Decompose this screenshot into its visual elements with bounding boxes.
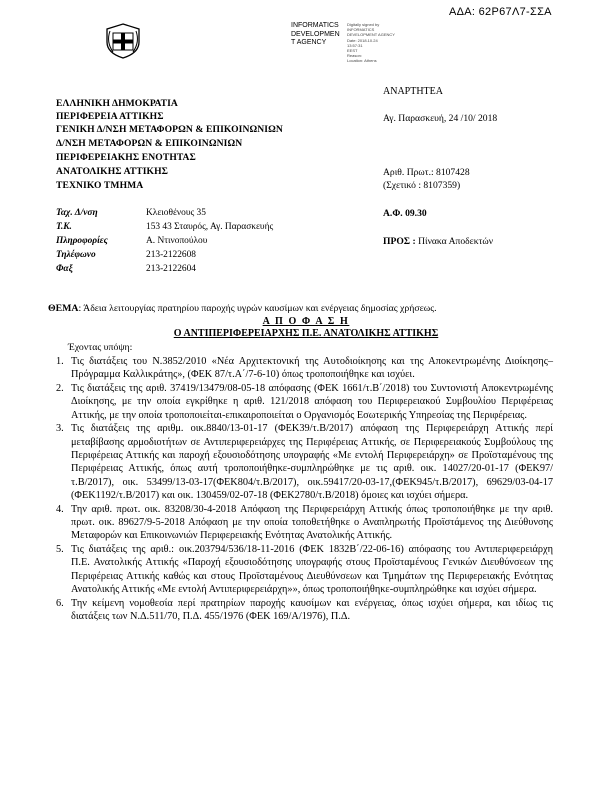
header-line: Δ/ΝΣΗ ΜΕΤΑΦΟΡΩΝ & ΕΠΙΚΟΙΝΩΝΙΩΝ bbox=[56, 138, 243, 149]
item-number: 1. bbox=[56, 356, 64, 367]
item-text: Την κείμενη νομοθεσία περί πρατηρίων παροχής καυσίμων και ενέργειας, όπως ισχύει σήμερα, και ιδίως τις διατάξεις των Ν.Δ.511/70, Π.Δ. 455/1976 (ΦΕΚ 169/Α/1976), Π.Δ. bbox=[71, 597, 553, 623]
address-value: Κλειοθένους 35 bbox=[146, 208, 206, 218]
item-number: 3. bbox=[56, 423, 64, 435]
postcode-value: 153 43 Σταυρός, Αγ. Παρασκευής bbox=[146, 222, 274, 232]
address-label: Ταχ. Δ/νση bbox=[56, 208, 98, 218]
header-line: ΕΛΛΗΝΙΚΗ ΔΗΜΟΚΡΑΤΙΑ bbox=[56, 98, 178, 109]
ada-code: ΑΔΑ: 62Ρ67Λ7-ΣΣΑ bbox=[449, 6, 552, 18]
subject-text: : Άδεια λειτουργίας πρατηρίου παροχής υγρών καυσίμων και ενέργειας δημοσίας χρήσεως. bbox=[78, 303, 437, 314]
list-item bbox=[56, 422, 553, 502]
considerations-list bbox=[56, 355, 553, 624]
header-line: ΑΝΑΤΟΛΙΚΗΣ ΑΤΤΙΚΗΣ bbox=[56, 166, 169, 177]
signature-stamp-details: Digitally signed by INFORMATICS DEVELOPMENT AGENCY Date: 2018.10.24 13:57:31 EEST Reason: Location: Athens bbox=[347, 22, 395, 64]
phone-value: 213-2122608 bbox=[146, 250, 196, 260]
info-value: Α. Ντινοπούλου bbox=[146, 236, 208, 246]
phone-label: Τηλέφωνο bbox=[56, 250, 96, 260]
recipients bbox=[383, 236, 493, 247]
recipients-value: Πίνακα Αποδεκτών bbox=[418, 236, 494, 247]
list-item bbox=[56, 597, 553, 624]
posting-label: ΑΝΑΡΤΗΤΕΑ bbox=[383, 86, 443, 97]
subject-line bbox=[48, 303, 437, 314]
header-line: ΤΕΧΝΙΚΟ ΤΜΗΜΑ bbox=[56, 180, 144, 191]
fax-value: 213-2122604 bbox=[146, 264, 196, 274]
decision-title: Α Π Ο Φ Α Σ Η bbox=[262, 316, 350, 327]
list-item bbox=[56, 355, 553, 382]
list-item bbox=[56, 543, 553, 596]
subject-label: ΘΕΜΑ bbox=[48, 303, 79, 314]
list-item bbox=[56, 382, 553, 422]
postcode-label: Τ.Κ. bbox=[56, 222, 72, 232]
item-text: Τις διατάξεις της αριθ.: οικ.203794/536/18-11-2016 (ΦΕΚ 1832Β΄/22-06-16) απόφασης του Αντιπεριφερειάρχη Π.Ε. Ανατολικής Αττικής «Παροχή εξουσιοδότησης υπογραφής στους Προϊσταμένους Γενικών Διευθύνσεων της Περιφέρειας Αττικής καθώς και στους Προϊσταμένους Διευθύνσεων και Τμημάτων της Περιφερειακής Ενότητας Ανατολικής Αττικής «Με εντολή Αντιπεριφερειάρχη»», όπως τροποποιήθηκε-συμπληρώθηκε και ισχύει σήμερα. bbox=[71, 544, 553, 596]
greek-emblem-logo bbox=[104, 22, 142, 60]
fax-label: Φαξ bbox=[56, 264, 73, 274]
document-date: Αγ. Παρασκευή, 24 /10/ 2018 bbox=[383, 113, 498, 124]
item-text: Τις διατάξεις του Ν.3852/2010 «Νέα Αρχιτεκτονική της Αυτοδιοίκησης και της Αποκεντρωμένης Διοίκησης– Πρόγραμμα Καλλικράτης», (ΦΕΚ 87/τ.Α΄/7-6-10) όπως τροποποιήθηκε και ισχύει. bbox=[71, 356, 553, 381]
item-number: 6. bbox=[56, 597, 64, 609]
recipients-label: ΠΡΟΣ : bbox=[383, 236, 416, 247]
item-number: 5. bbox=[56, 544, 64, 556]
item-text: Τις διατάξεις της αριθ. 37419/13479/08-05-18 απόφασης (ΦΕΚ 1661/τ.Β΄/2018) του Συντονιστή Αποκεντρωμένης Διοίκησης, με την οποία εγκρίθηκε η αριθ. 121/2018 απόφαση του Περιφερειακού Συμβουλίου Περιφέρειας Αττικής, με την οποία τροποποιείται-επικαιροποιείται ο Οργανισμός Εσωτερικής Υπηρεσίας της Περιφέρειας. bbox=[71, 383, 553, 421]
header-line: ΠΕΡΙΦΕΡΕΙΑ ΑΤΤΙΚΗΣ bbox=[56, 111, 164, 122]
header-line: ΓΕΝΙΚΗ Δ/ΝΣΗ ΜΕΤΑΦΟΡΩΝ & ΕΠΙΚΟΙΝΩΝΙΩΝ bbox=[56, 124, 283, 135]
file-code: Α.Φ. 09.30 bbox=[383, 208, 427, 219]
list-item bbox=[56, 503, 553, 543]
header-line: ΠΕΡΙΦΕΡΕΙΑΚΗΣ ΕΝΟΤΗΤΑΣ bbox=[56, 152, 196, 163]
item-text: Την αριθ. πρωτ. οικ. 83208/30-4-2018 Απόφαση της Περιφερειάρχη Αττικής όπως τροποποιήθηκε με την αριθ. πρωτ. οικ. 89627/9-5-2018 Απόφαση με την οποία τοποθετήθηκε ο Αναπληρωτής Προϊστάμενος της Διεύθυνσης Μεταφορών και Επικοινωνιών Περιφερειακής Ενότητας Ανατολικής Αττικής. bbox=[71, 503, 553, 542]
related-number: (Σχετικό : 8107359) bbox=[383, 180, 461, 191]
protocol-number: Αριθ. Πρωτ.: 8107428 bbox=[383, 167, 470, 178]
considering-label: Έχοντας υπόψη: bbox=[68, 342, 133, 353]
item-number: 4. bbox=[56, 503, 64, 515]
decision-subtitle: Ο ΑΝΤΙΠΕΡΙΦΕΡΕΙΑΡΧΗΣ Π.Ε. ΑΝΑΤΟΛΙΚΗΣ ΑΤΤΙΚΗΣ bbox=[173, 328, 439, 339]
signature-stamp-title: INFORMATICS DEVELOPMEN T AGENCY bbox=[291, 22, 340, 47]
item-text: Τις διατάξεις της αριθμ. οικ.8840/13-01-17 (ΦΕΚ39/τ.Β/2017) απόφαση της Περιφερειάρχη Αττικής περί μεταβίβασης αρμοδιοτήτων σε Αντιπεριφερειάρχες της Περιφέρειας Αττικής, σε Περιφερειακούς Συμβούλους της Περιφέρειας Αττικής και παροχή εξουσιοδότησης υπογραφής «Με εντολή Περιφερειάρχη» σε Προϊσταμένους της Περιφέρειας Αττικής, όπως αυτή τροποποιήθηκε-συμπληρώθηκε με τις αριθ. οικ. 14027/20-01-17 (ΦΕΚ97/τ.Β/2017), οικ. 53499/13-03-17(ΦΕΚ804/τ.Β/2017), οικ.59417/20-03-17,(ΦΕΚ945/τ.Β/2017), 69629/03-04-17 (ΦΕΚ1192/τ.Β/2017) και οικ. 130459/02-07-18 (ΦΕΚ2780/τ.Β/2018) όμοιες και ισχύει σήμερα. bbox=[71, 423, 553, 501]
info-label: Πληροφορίες bbox=[56, 236, 108, 246]
item-number: 2. bbox=[56, 383, 64, 395]
